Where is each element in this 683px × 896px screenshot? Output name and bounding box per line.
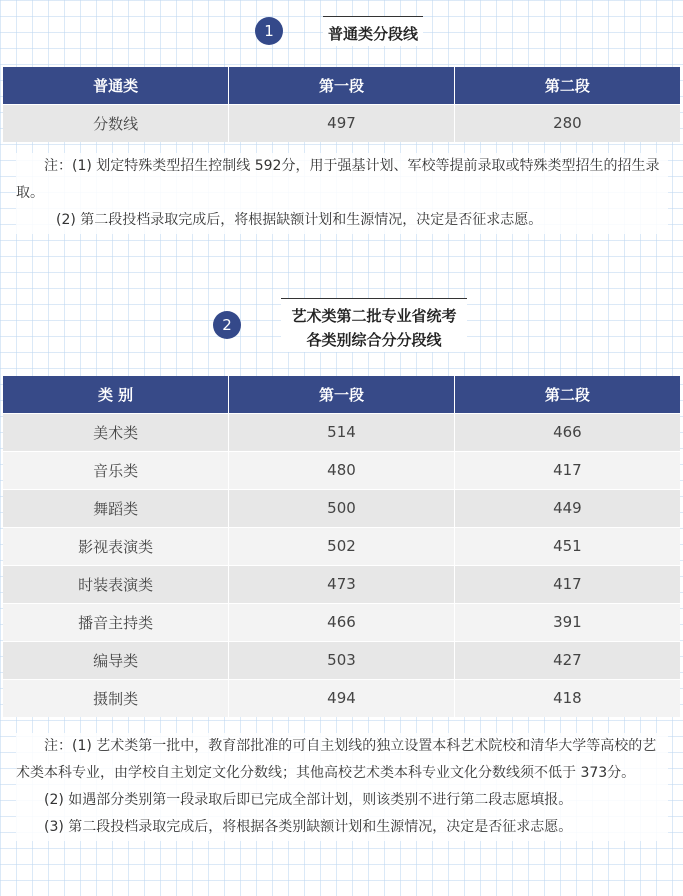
section1-title: 普通类分段线 — [323, 16, 423, 46]
table-cell: 473 — [229, 565, 455, 603]
table-row — [3, 489, 680, 527]
table-cell: 494 — [229, 679, 455, 717]
table-row — [3, 565, 680, 603]
table-cell: 音乐类 — [3, 451, 229, 489]
table-cell: 466 — [454, 413, 680, 451]
table-cell: 摄制类 — [3, 679, 229, 717]
table-cell: 时装表演类 — [3, 565, 229, 603]
section2-heading — [213, 298, 467, 352]
table-cell: 编导类 — [3, 641, 229, 679]
column-header: 普通类 — [3, 67, 229, 104]
table-cell: 480 — [229, 451, 455, 489]
note-paragraph: 注：(1) 划定特殊类型招生控制线 592分，用于强基计划、军校等提前录取或特殊类型招生的招生录取。 — [16, 158, 660, 201]
column-header: 第二段 — [454, 67, 680, 104]
section1-table — [3, 67, 680, 142]
table-header-row — [3, 67, 680, 104]
table-cell: 417 — [454, 565, 680, 603]
table-cell: 391 — [454, 603, 680, 641]
section2-table — [3, 376, 680, 717]
section1-notes — [16, 153, 668, 234]
table-cell: 497 — [229, 104, 455, 142]
table-cell: 427 — [454, 641, 680, 679]
column-header: 第一段 — [229, 376, 455, 413]
section1-number-badge: 1 — [255, 17, 283, 45]
column-header: 类 别 — [3, 376, 229, 413]
table-cell: 417 — [454, 451, 680, 489]
table-cell: 美术类 — [3, 413, 229, 451]
table-cell: 466 — [229, 603, 455, 641]
table-cell: 500 — [229, 489, 455, 527]
table-cell: 503 — [229, 641, 455, 679]
column-header: 第二段 — [454, 376, 680, 413]
table-row — [3, 413, 680, 451]
section2-number-badge: 2 — [213, 311, 241, 339]
section2-title — [281, 298, 467, 352]
table-cell: 280 — [454, 104, 680, 142]
note-paragraph: 注：(1) 艺术类第一批中，教育部批准的可自主划线的独立设置本科艺术院校和清华大学等高校的艺术类本科专业，由学校自主划定文化分数线；其他高校艺术类本科专业文化分数线须不低于 373分。 — [16, 738, 657, 781]
table-row — [3, 603, 680, 641]
note-paragraph: (2) 如遇部分类别第一段录取后即已完成全部计划，则该类别不进行第二段志愿填报。 — [44, 792, 573, 808]
section2-title-line1: 艺术类第二批专业省统考 — [291, 307, 457, 325]
table-cell: 影视表演类 — [3, 527, 229, 565]
table-cell: 449 — [454, 489, 680, 527]
table-cell: 播音主持类 — [3, 603, 229, 641]
section2-notes — [16, 733, 668, 841]
note-paragraph: (3) 第二段投档录取完成后，将根据各类别缺额计划和生源情况，决定是否征求志愿。 — [44, 819, 573, 835]
table-row — [3, 451, 680, 489]
table-cell: 451 — [454, 527, 680, 565]
table-row — [3, 641, 680, 679]
section2-title-line2: 各类别综合分分段线 — [306, 331, 442, 349]
table-cell: 418 — [454, 679, 680, 717]
table-cell: 502 — [229, 527, 455, 565]
column-header: 第一段 — [229, 67, 455, 104]
table-cell: 舞蹈类 — [3, 489, 229, 527]
table-row — [3, 104, 680, 142]
note-paragraph: (2) 第二段投档录取完成后，将根据缺额计划和生源情况，决定是否征求志愿。 — [56, 212, 543, 228]
table-row — [3, 527, 680, 565]
table-cell: 分数线 — [3, 104, 229, 142]
table-row — [3, 679, 680, 717]
table-header-row — [3, 376, 680, 413]
table-cell: 514 — [229, 413, 455, 451]
section1-heading — [255, 16, 423, 46]
